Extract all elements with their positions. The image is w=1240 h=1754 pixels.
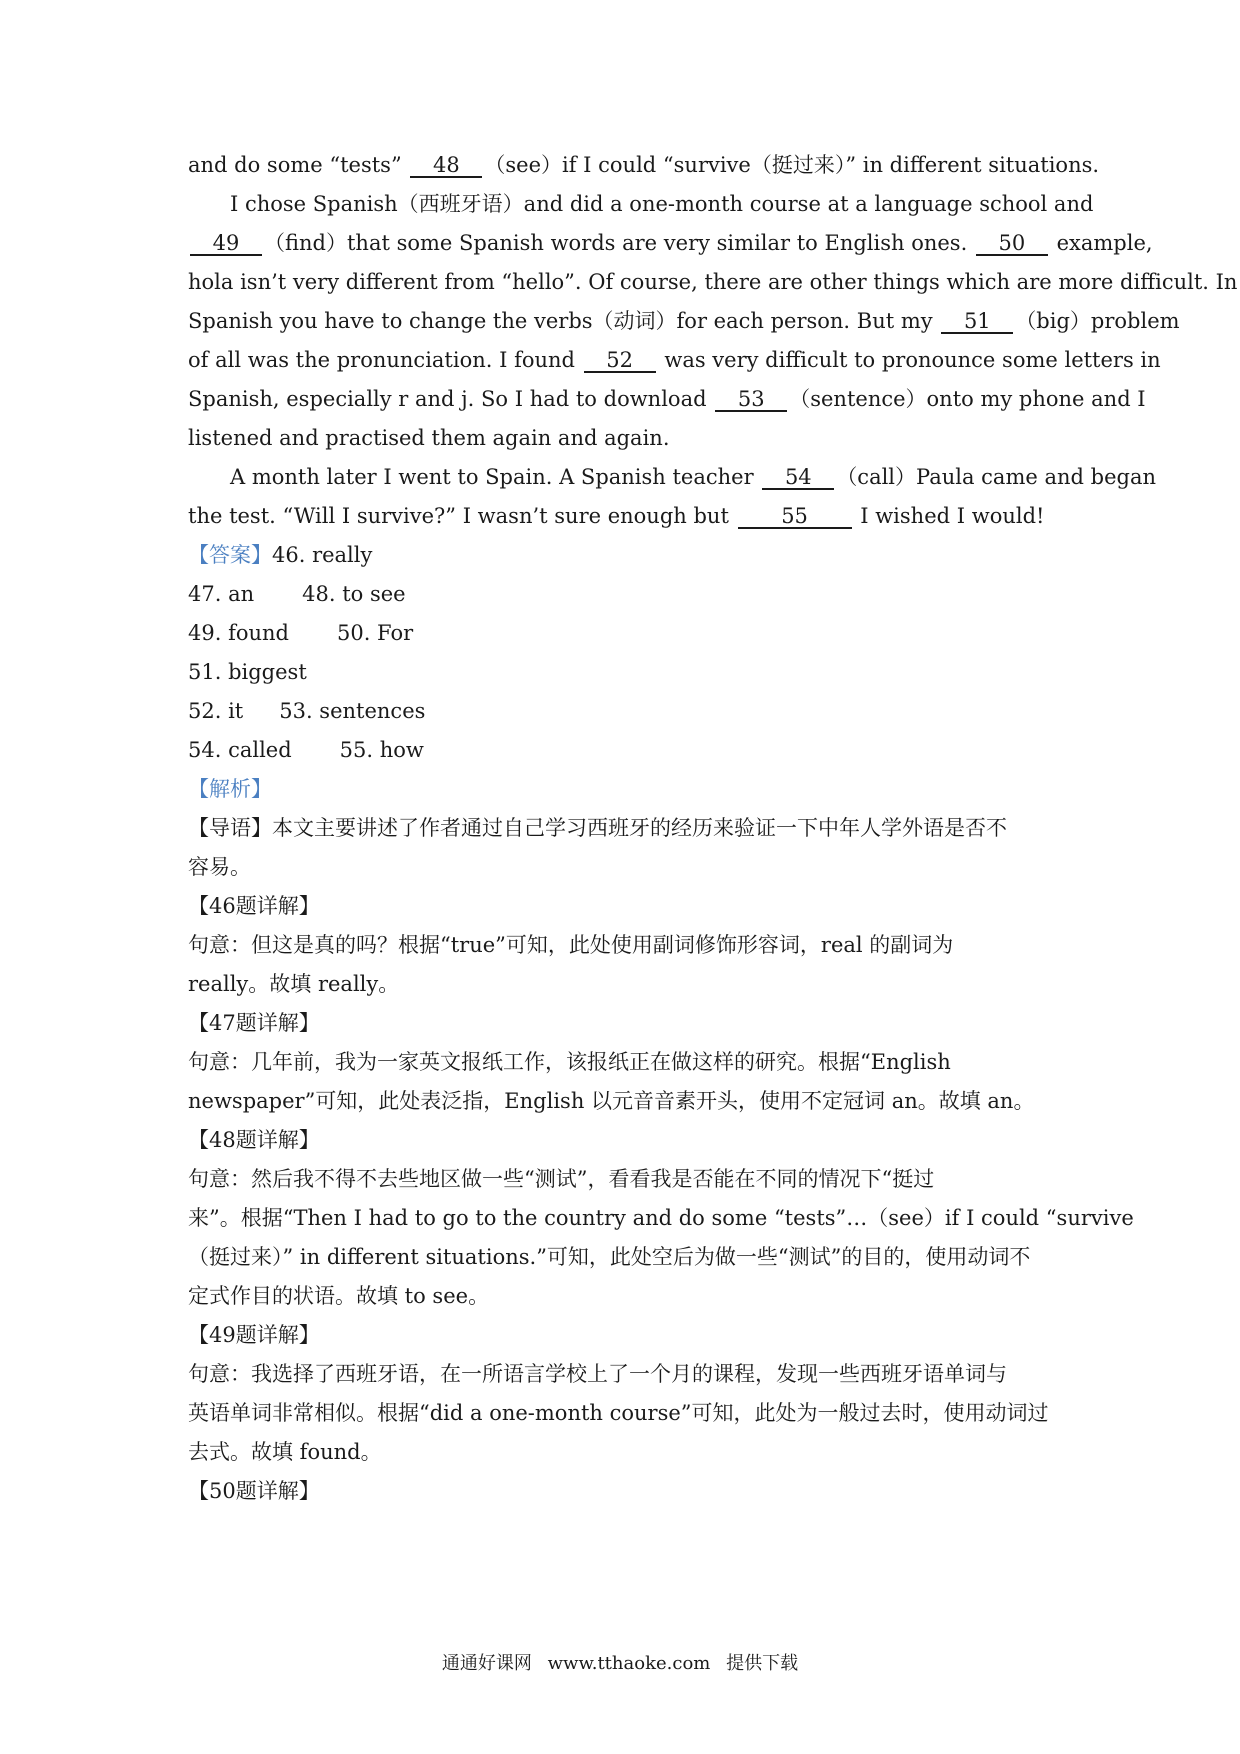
passage-text: （big）problem	[1015, 309, 1180, 333]
answer-item: 48. to see	[302, 582, 406, 606]
blank-54[interactable]: 54	[762, 466, 834, 490]
blank-50[interactable]: 50	[976, 232, 1048, 256]
explanation-line: 句意：但这是真的吗？根据“true”可知，此处使用副词修饰形容词，real 的副词为	[188, 933, 954, 957]
passage-line	[188, 224, 1153, 263]
section-heading: 【49题详解】	[188, 1323, 320, 1347]
answer-row	[188, 614, 1068, 653]
passage-text: and do some “tests”	[188, 153, 409, 177]
answer-item: 47. an	[188, 582, 255, 606]
explanation-line: newspaper”可知，此处表泛指，English 以元音音素开头，使用不定冠词 an。故填 an。	[188, 1089, 1035, 1113]
document-page	[188, 146, 1238, 1511]
passage-line	[188, 380, 1146, 419]
passage-text: example,	[1049, 231, 1153, 255]
blank-55[interactable]: 55	[738, 505, 852, 529]
answer-item: 53. sentences	[279, 699, 426, 723]
answer-row	[188, 575, 1068, 614]
passage-text: was very difficult to pronounce some letters in	[657, 348, 1161, 372]
page-footer	[0, 1652, 1240, 1676]
passage-line	[188, 458, 1156, 497]
passage-line	[188, 302, 1180, 341]
section-heading: 【46题详解】	[188, 894, 320, 918]
answer-item: 54. called	[188, 738, 292, 762]
passage-text: hola isn’t very different from “hello”. Of course, there are other things which are more difficult. In	[188, 270, 1238, 294]
blank-51[interactable]: 51	[941, 310, 1013, 334]
passage-text: Spanish, especially r and j. So I had to download	[188, 387, 714, 411]
answer-item: 52. it	[188, 699, 244, 723]
passage-line	[188, 341, 1161, 380]
passage-line	[188, 497, 1068, 536]
explanation-line: 句意：我选择了西班牙语，在一所语言学校上了一个月的课程，发现一些西班牙语单词与	[188, 1362, 1007, 1386]
section-heading: 【导语】本文主要讲述了作者通过自己学习西班牙的经历来验证一下中年人学外语是否不	[188, 816, 1007, 840]
section-heading: 【47题详解】	[188, 1011, 320, 1035]
blank-52[interactable]: 52	[584, 349, 656, 373]
answer-item: 51. biggest	[188, 660, 307, 684]
footer-url: www.tthaoke.com	[547, 1653, 711, 1674]
explanation-line: 句意：然后我不得不去些地区做一些“测试”，看看我是否能在不同的情况下“挺过	[188, 1167, 935, 1191]
passage-text: I wished I would!	[853, 504, 1045, 528]
answer-heading-row	[188, 536, 1068, 575]
passage-text: （see）if I could “survive（挺过来）” in different situations.	[484, 153, 1100, 177]
blank-49[interactable]: 49	[190, 232, 262, 256]
answer-item: 55. how	[339, 738, 424, 762]
passage-line	[188, 185, 1094, 224]
analysis-tag: 【解析】	[188, 777, 272, 801]
answer-row	[188, 692, 1068, 731]
passage-line	[188, 146, 1100, 185]
answer-row	[188, 731, 1068, 770]
explanation-line: 定式作目的状语。故填 to see。	[188, 1284, 490, 1308]
explanation-line: 来”。根据“Then I had to go to the country and do some “tests”…（see）if I could “survive	[188, 1206, 1134, 1230]
passage-text: （sentence）onto my phone and I	[789, 387, 1146, 411]
blank-53[interactable]: 53	[715, 388, 787, 412]
section-heading: 【50题详解】	[188, 1479, 320, 1503]
explanation-line: 英语单词非常相似。根据“did a one-month course”可知，此处为一般过去时，使用动词过	[188, 1401, 1049, 1425]
passage-text: （find）that some Spanish words are very similar to English ones.	[264, 231, 974, 255]
passage-line	[188, 263, 1238, 302]
explanation-line: （挺过来）” in different situations.”可知，此处空后为做一些“测试”的目的，使用动词不	[188, 1245, 1031, 1269]
footer-suffix: 提供下载	[726, 1653, 799, 1674]
passage-text: A month later I went to Spain. A Spanish teacher	[230, 465, 761, 489]
passage-text: Spanish you have to change the verbs（动词）for each person. But my	[188, 309, 940, 333]
explanation-line: 去式。故填 found。	[188, 1440, 382, 1464]
footer-site-name: 通通好课网	[441, 1653, 532, 1674]
analysis-heading-row	[188, 770, 1068, 809]
explanation-section	[188, 809, 1134, 1511]
explanation-line: really。故填 really。	[188, 972, 400, 996]
passage-text: of all was the pronunciation. I found	[188, 348, 582, 372]
passage-text: I chose Spanish（西班牙语）and did a one-month course at a language school and	[230, 192, 1094, 216]
explanation-line: 容易。	[188, 855, 251, 879]
passage-text: the test. “Will I survive?” I wasn’t sure enough but	[188, 504, 736, 528]
answer-item: 46. really	[272, 543, 373, 567]
answer-item: 49. found	[188, 621, 289, 645]
answer-row	[188, 653, 1068, 692]
cloze-passage	[188, 146, 1238, 536]
answer-tag: 【答案】	[188, 543, 272, 567]
answer-item: 50. For	[336, 621, 414, 645]
passage-text: （call）Paula came and began	[836, 465, 1156, 489]
section-heading: 【48题详解】	[188, 1128, 320, 1152]
explanation-line: 句意：几年前，我为一家英文报纸工作，该报纸正在做这样的研究。根据“English	[188, 1050, 951, 1074]
passage-line	[188, 419, 1068, 458]
blank-48[interactable]: 48	[410, 154, 482, 178]
passage-text: listened and practised them again and again.	[188, 426, 670, 450]
